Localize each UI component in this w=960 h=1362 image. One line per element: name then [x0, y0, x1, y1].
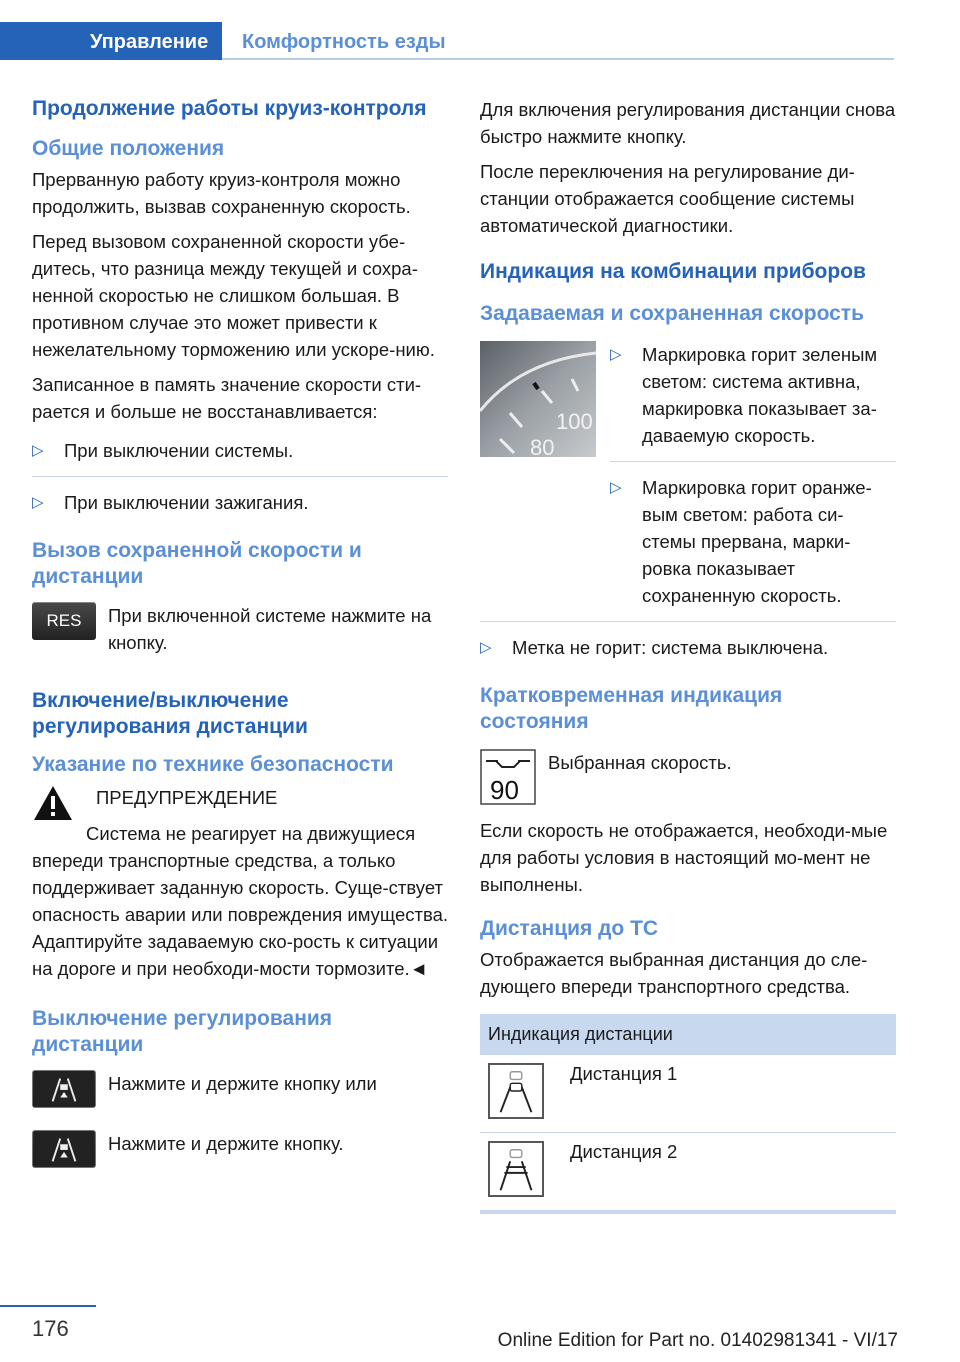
- heading-cluster: Индикация на комбинации приборов: [480, 260, 866, 283]
- gauge-label-80: 80: [530, 435, 555, 457]
- table-header: Индикация дистанции: [480, 1014, 896, 1055]
- table-cell: Дистанция 1: [562, 1055, 896, 1133]
- heading-speed: Задаваемая и сохраненная скорость: [480, 302, 864, 325]
- heading-continue: Продолжение работы круиз-контроля: [32, 97, 427, 120]
- off-text-2: Нажмите и держите кнопку.: [108, 1133, 344, 1154]
- bullet-item: ▷ При выключении системы.: [32, 437, 448, 464]
- edition-text: Online Edition for Part no. 01402981341 - VI/17: [497, 1330, 898, 1351]
- warning-title: ПРЕДУПРЕЖДЕНИЕ: [96, 787, 278, 808]
- paragraph: Отображается выбранная дистанция до сле-дующего впереди транспортного средства.: [480, 949, 868, 997]
- distance-button-icon: [32, 1070, 96, 1108]
- set-speed-icon: [480, 749, 536, 805]
- page-number: 176: [32, 1316, 69, 1341]
- warning-triangle-icon: [32, 784, 74, 822]
- gauge-label-100: 100: [556, 409, 593, 434]
- paragraph: Записанное в память значение скорости сти-рается и больше не восстанавливается:: [32, 374, 422, 422]
- heading-brief: Кратковременная индикация состояния: [480, 684, 783, 733]
- bullet-item: ▷ Маркировка горит оранже-вым светом: работа си-стемы прервана, марки-ровка показывает сохраненную скорость.: [610, 474, 896, 609]
- divider: [480, 621, 896, 622]
- bullet-item: ▷ Маркировка горит зеленым светом: система активна, маркировка показывает за-даваемую скорость.: [610, 341, 896, 449]
- off-row-1: [32, 1070, 448, 1108]
- distance-table: [480, 1014, 896, 1214]
- heading-safety: Указание по технике безопасности: [32, 753, 394, 776]
- left-column: [32, 96, 448, 1182]
- heading-general: Общие положения: [32, 137, 225, 160]
- heading-onoff: Включение/выключение регулирования дистанции: [32, 689, 308, 738]
- brief-row: [480, 749, 896, 805]
- header-tab-section[interactable]: Комфортность езды: [222, 22, 894, 60]
- footer-rule: [0, 1305, 96, 1307]
- bullet-item: ▷ При выключении зажигания.: [32, 489, 448, 516]
- speedometer-gauge-image: [480, 341, 596, 457]
- divider: [32, 476, 448, 477]
- warning-text: Система не реагирует на движущиеся впереди транспортные средства, а только поддерживает заданную скорость. Суще-ствует опасность аварии или повреждения имущества. Адаптируйте задаваемую ско-рость к ситуации на дороге и при необходи-мости тормозите.◄: [32, 823, 449, 979]
- distance-button-icon: [32, 1130, 96, 1168]
- paragraph: Для включения регулирования дистанции снова быстро нажмите кнопку.: [480, 99, 896, 147]
- off-row-2: [32, 1130, 448, 1168]
- res-button-icon: RES: [32, 602, 96, 640]
- brief-text: Выбранная скорость.: [548, 752, 732, 773]
- set-speed-value: 90: [490, 775, 519, 805]
- table-cell: Дистанция 2: [562, 1133, 896, 1213]
- header-tab-active[interactable]: Управление: [0, 22, 222, 60]
- right-column: [480, 96, 896, 1214]
- recall-row: [32, 602, 448, 664]
- heading-recall: Вызов сохраненной скорости и дистанции: [32, 539, 362, 588]
- distance-1-icon: [488, 1063, 544, 1119]
- warning-row: [32, 784, 448, 822]
- paragraph: После переключения на регулирование ди-станции отображается сообщение системы автоматической диагностики.: [480, 161, 855, 236]
- paragraph: Прерванную работу круиз-контроля можно продолжить, вызвав сохраненную скорость.: [32, 169, 411, 217]
- table-row: [480, 1133, 896, 1213]
- distance-2-icon: [488, 1141, 544, 1197]
- heading-off: Выключение регулирования дистанции: [32, 1007, 333, 1056]
- bullet-item: ▷ Метка не горит: система выключена.: [480, 634, 896, 661]
- heading-distance: Дистанция до ТС: [480, 917, 659, 940]
- table-row: [480, 1055, 896, 1133]
- paragraph: Перед вызовом сохраненной скорости убе-дитесь, что разница между текущей и сохра-ненной скоростью не слишком большая. В противном случае это может привести к нежелательному торможению или ускоре-нию.: [32, 231, 435, 360]
- divider: [610, 461, 896, 462]
- recall-text: При включенной системе нажмите на кнопку.: [108, 605, 432, 653]
- gauge-row: [480, 341, 896, 621]
- paragraph: Если скорость не отображается, необходи-мые для работы условия в настоящий мо-мент не выполнены.: [480, 820, 888, 895]
- off-text-1: Нажмите и держите кнопку или: [108, 1073, 377, 1094]
